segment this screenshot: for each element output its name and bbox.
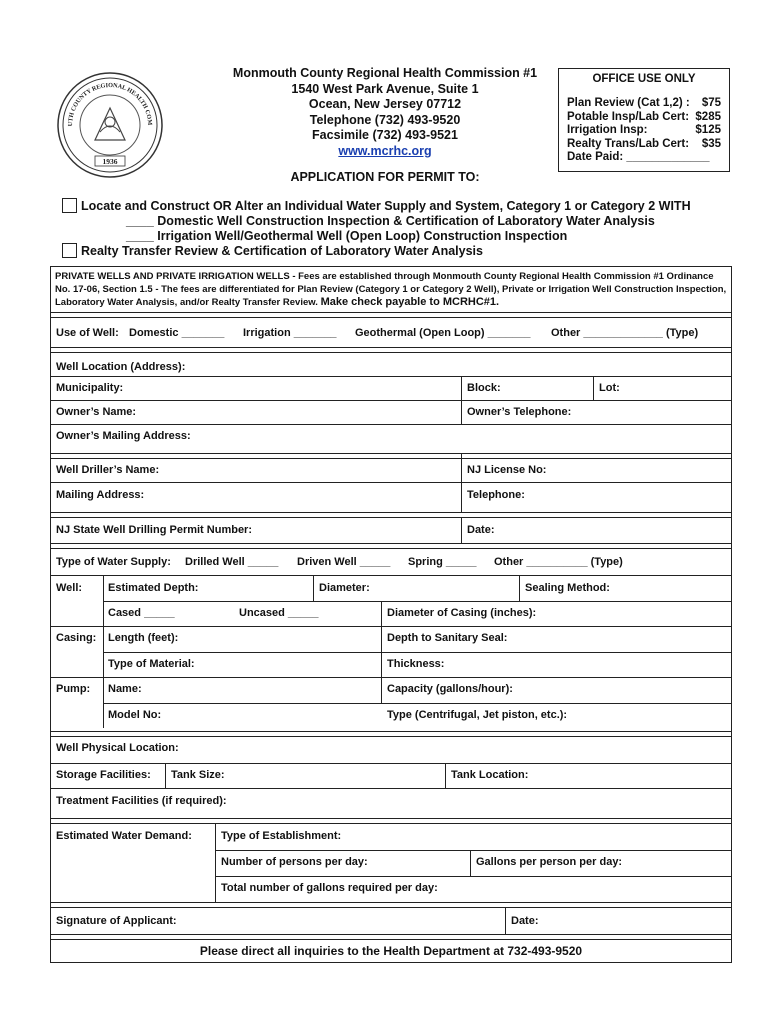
agency-fax: Facsimile (732) 493-9521 (312, 128, 458, 142)
municipality-field[interactable]: Municipality: (56, 382, 124, 394)
pump-label: Pump: (56, 683, 91, 695)
uncased-field[interactable]: Uncased _____ (239, 607, 319, 619)
office-use-title: OFFICE USE ONLY (592, 73, 696, 85)
fee-label: Potable Insp/Lab Cert: (567, 110, 690, 123)
fee-value: $125 (695, 124, 721, 136)
gallons-per-person-field[interactable]: Gallons per person per day: (476, 856, 623, 868)
fee-label: Plan Review (Cat 1,2) : (567, 97, 690, 109)
tank-size-field[interactable]: Tank Size: (171, 769, 225, 781)
supply-other-field[interactable]: Other __________ (Type) (494, 556, 623, 568)
svg-text:MONMOUTH COUNTY REGIONAL HEALT: UTH COUNTY REGIONAL HEALTH COM (66, 81, 154, 127)
use-geothermal-field[interactable]: Geothermal (Open Loop) _______ (355, 327, 531, 339)
fee-row (559, 111, 729, 125)
fee-label: Irrigation Insp: (567, 124, 648, 136)
casing-thickness-field[interactable]: Thickness: (387, 658, 445, 670)
fee-row (559, 97, 729, 111)
agency-header (215, 66, 555, 159)
agency-address-line1: 1540 West Park Avenue, Suite 1 (291, 81, 479, 96)
establishment-type-field[interactable]: Type of Establishment: (221, 830, 342, 842)
fee-note (55, 271, 727, 310)
permit-form (50, 266, 732, 963)
treatment-facilities-field[interactable]: Treatment Facilities (if required): (56, 795, 227, 807)
driven-well-field[interactable]: Driven Well _____ (297, 556, 391, 568)
date-paid-row (559, 151, 729, 165)
persons-per-day-field[interactable]: Number of persons per day: (221, 856, 368, 868)
casing-length-field[interactable]: Length (feet): (108, 632, 179, 644)
construct-checkbox[interactable] (62, 198, 77, 213)
nj-license-field[interactable]: NJ License No: (467, 464, 547, 476)
fee-value: $35 (701, 137, 721, 150)
permit-date-field[interactable]: Date: (467, 524, 495, 536)
driller-mailing-field[interactable]: Mailing Address: (56, 489, 145, 501)
agency-address-line2: Ocean, New Jersey 07712 (308, 97, 462, 111)
driller-telephone-field[interactable]: Telephone: (467, 489, 525, 501)
commission-seal-logo (55, 70, 165, 180)
permit-number-field[interactable]: NJ State Well Drilling Permit Number: (56, 524, 253, 536)
casing-diameter-field[interactable]: Diameter of Casing (inches): (387, 607, 537, 619)
use-of-well-label: Use of Well: (56, 327, 119, 339)
owner-name-field[interactable]: Owner’s Name: (56, 406, 137, 418)
estimated-depth-field[interactable]: Estimated Depth: (108, 582, 199, 594)
irrigation-well-option: ____ Irrigation Well/Geothermal Well (Open Loop) Construction Inspection (126, 229, 568, 243)
well-label: Well: (56, 582, 83, 594)
water-demand-label: Estimated Water Demand: (56, 830, 192, 842)
water-supply-label: Type of Water Supply: (56, 556, 171, 568)
spring-field[interactable]: Spring _____ (408, 556, 477, 568)
driller-name-field[interactable]: Well Driller’s Name: (56, 464, 160, 476)
domestic-well-option: ____ Domestic Well Construction Inspection & Certification of Laboratory Water Analysis (126, 214, 655, 228)
storage-facilities-label: Storage Facilities: (56, 769, 151, 781)
sanitary-seal-depth-field[interactable]: Depth to Sanitary Seal: (387, 632, 508, 644)
inquiries-footer: Please direct all inquiries to the Health Department at 732-493-9520 (199, 944, 583, 958)
payable-note: Make check payable to MCRHC#1. (320, 296, 500, 308)
agency-telephone: Telephone (732) 493-9520 (309, 112, 461, 127)
signature-date-field[interactable]: Date: (511, 915, 539, 927)
physical-location-field[interactable]: Well Physical Location: (56, 742, 179, 754)
sealing-method-field[interactable]: Sealing Method: (525, 582, 610, 594)
date-paid-label: Date Paid: _____________ (567, 151, 710, 163)
owner-telephone-field[interactable]: Owner’s Telephone: (467, 406, 572, 418)
owner-mailing-field[interactable]: Owner’s Mailing Address: (56, 430, 191, 442)
pump-capacity-field[interactable]: Capacity (gallons/hour): (387, 683, 513, 695)
total-gallons-field[interactable]: Total number of gallons required per day: (221, 882, 438, 894)
pump-type-field[interactable]: Type (Centrifugal, Jet piston, etc.): (387, 709, 568, 721)
signature-field[interactable]: Signature of Applicant: (56, 915, 177, 927)
casing-label: Casing: (56, 632, 97, 644)
agency-website-link[interactable]: www.mcrhc.org (338, 143, 432, 158)
pump-model-field[interactable]: Model No: (108, 709, 162, 721)
cased-field[interactable]: Cased _____ (108, 607, 175, 619)
block-field[interactable]: Block: (467, 382, 501, 394)
fee-note-text: PRIVATE WELLS AND PRIVATE IRRIGATION WELLS - Fees are established through Monmouth County Regional Health Commission #1 Ordinance No. 17-06, Section 1.5 - The fees are differentiated for Plan Review (Category 1 or Category 2 Well), Private or Irrigation Well Construction Inspection, Laboratory Water Analysis, and/or Realty Transfer Review. (55, 271, 727, 308)
use-irrigation-field[interactable]: Irrigation _______ (243, 327, 337, 339)
fee-value: $75 (701, 97, 721, 109)
construct-option-label: Locate and Construct OR Alter an Individual Water Supply and System, Category 1 or Category 2 WITH (81, 199, 691, 213)
drilled-well-field[interactable]: Drilled Well _____ (185, 556, 279, 568)
svg-text:1936: 1936 (102, 157, 118, 166)
agency-name: Monmouth County Regional Health Commission #1 (232, 66, 538, 80)
use-domestic-field[interactable]: Domestic _______ (129, 327, 225, 339)
realty-transfer-checkbox[interactable] (62, 243, 77, 258)
tank-location-field[interactable]: Tank Location: (451, 769, 529, 781)
fee-value: $285 (695, 110, 721, 123)
pump-name-field[interactable]: Name: (108, 683, 142, 695)
well-location-field[interactable]: Well Location (Address): (56, 361, 186, 373)
realty-transfer-option-label: Realty Transfer Review & Certification of Laboratory Water Analysis (81, 244, 483, 258)
diameter-field[interactable]: Diameter: (319, 582, 370, 594)
use-other-field[interactable]: Other _____________ (Type) (551, 327, 699, 339)
fee-row (559, 138, 729, 152)
lot-field[interactable]: Lot: (599, 382, 620, 394)
fee-row (559, 124, 729, 138)
application-title: APPLICATION FOR PERMIT TO: (290, 170, 480, 184)
casing-material-field[interactable]: Type of Material: (108, 658, 195, 670)
office-use-box (558, 68, 730, 172)
fee-label: Realty Trans/Lab Cert: (567, 137, 690, 150)
